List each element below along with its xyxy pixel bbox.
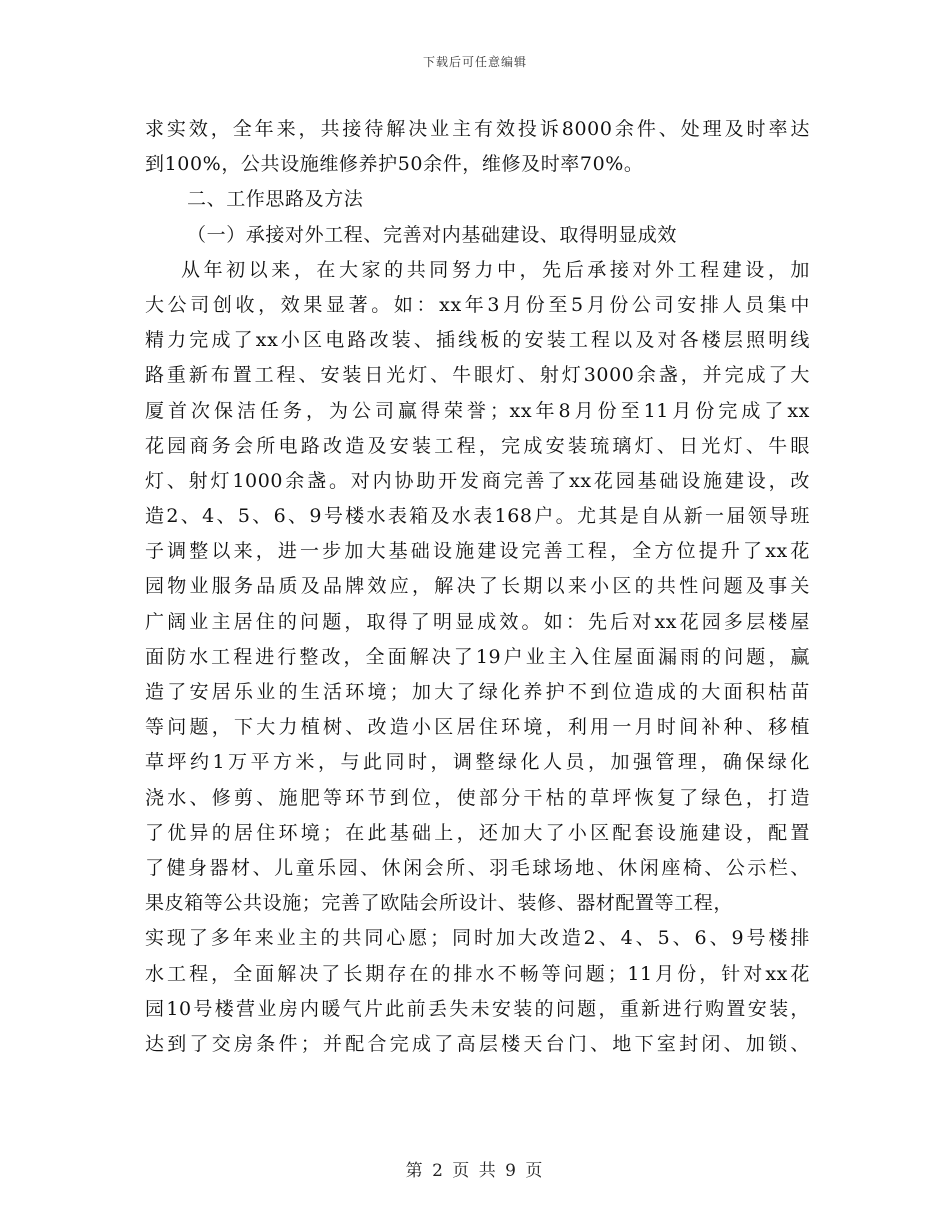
text-line: 水工程，全面解决了长期存在的排水不畅等问题；11月份，针对xx花 <box>145 962 810 985</box>
text-line: 草坪约1万平方米，与此同时，调整绿化人员，加强管理，确保绿化 <box>145 751 810 774</box>
text-line: 求实效，全年来，共接待解决业主有效投诉8000余件、处理及时率达 <box>145 118 810 140</box>
text-line: 子调整以来，进一步加大基础设施建设完善工程，全方位提升了xx花 <box>145 540 810 563</box>
text-line: 果皮箱等公共设施；完善了欧陆会所设计、装修、器材配置等工程， <box>145 892 734 915</box>
text-line: 实现了多年来业主的共同心愿；同时加大改造2、4、5、6、9号楼排 <box>145 927 810 950</box>
text-line: 园物业服务品质及品牌效应，解决了长期以来小区的共性问题及事关 <box>145 575 810 598</box>
text-line: 路重新布置工程、安装日光灯、牛眼灯、射灯3000余盏，并完成了大 <box>145 364 810 387</box>
subsection-heading: （一）承接对外工程、完善对内基础建设、取得明显成效 <box>187 223 678 246</box>
page-header: 下载后可任意编辑 <box>422 55 527 69</box>
text-line: 造了安居乐业的生活环境；加大了绿化养护不到位造成的大面积枯苗 <box>145 681 810 703</box>
text-line: 厦首次保洁任务，为公司赢得荣誉；xx年8月份至11月份完成了xx <box>145 399 810 422</box>
text-line: 达到了交房条件；并配合完成了高层楼天台门、地下室封闭、加锁、 <box>145 1032 810 1055</box>
text-line: 到100%，公共设施维修养护50余件，维修及时率70%。 <box>145 153 644 176</box>
text-line: 广阔业主居住的问题，取得了明显成效。如：先后对xx花园多层楼屋 <box>145 610 810 633</box>
text-line: 了健身器材、儿童乐园、休闲会所、羽毛球场地、休闲座椅、公示栏、 <box>145 856 810 879</box>
page-footer: 第 2 页 共 9 页 <box>405 1161 545 1181</box>
paragraph-first-line: 从年初以来，在大家的共同努力中，先后承接对外工程建设，加 <box>181 258 810 281</box>
text-line: 园10号楼营业房内暖气片此前丢失未安装的问题，重新进行购置安装， <box>145 997 810 1020</box>
body-text <box>145 112 810 1062</box>
text-line: 造2、4、5、6、9号楼水表箱及水表168户。尤其是自从新一届领导班 <box>145 505 810 528</box>
text-line: 了优异的居住环境；在此基础上，还加大了小区配套设施建设，配置 <box>145 821 810 844</box>
text-line: 等问题，下大力植树、改造小区居住环境，利用一月时间补种、移植 <box>145 716 810 739</box>
section-heading: 二、工作思路及方法 <box>187 188 364 211</box>
text-line: 灯、射灯1000余盏。对内协助开发商完善了xx花园基础设施建设，改 <box>145 469 810 492</box>
text-line: 大公司创收，效果显著。如：xx年3月份至5月份公司安排人员集中 <box>145 293 810 316</box>
text-line: 面防水工程进行整改，全面解决了19户业主入住屋面漏雨的问题，赢 <box>145 645 810 668</box>
text-line: 精力完成了xx小区电路改装、插线板的安装工程以及对各楼层照明线 <box>145 329 810 352</box>
text-line: 花园商务会所电路改造及安装工程，完成安装琉璃灯、日光灯、牛眼 <box>145 434 810 457</box>
text-line: 浇水、修剪、施肥等环节到位，使部分干枯的草坪恢复了绿色，打造 <box>145 786 810 809</box>
